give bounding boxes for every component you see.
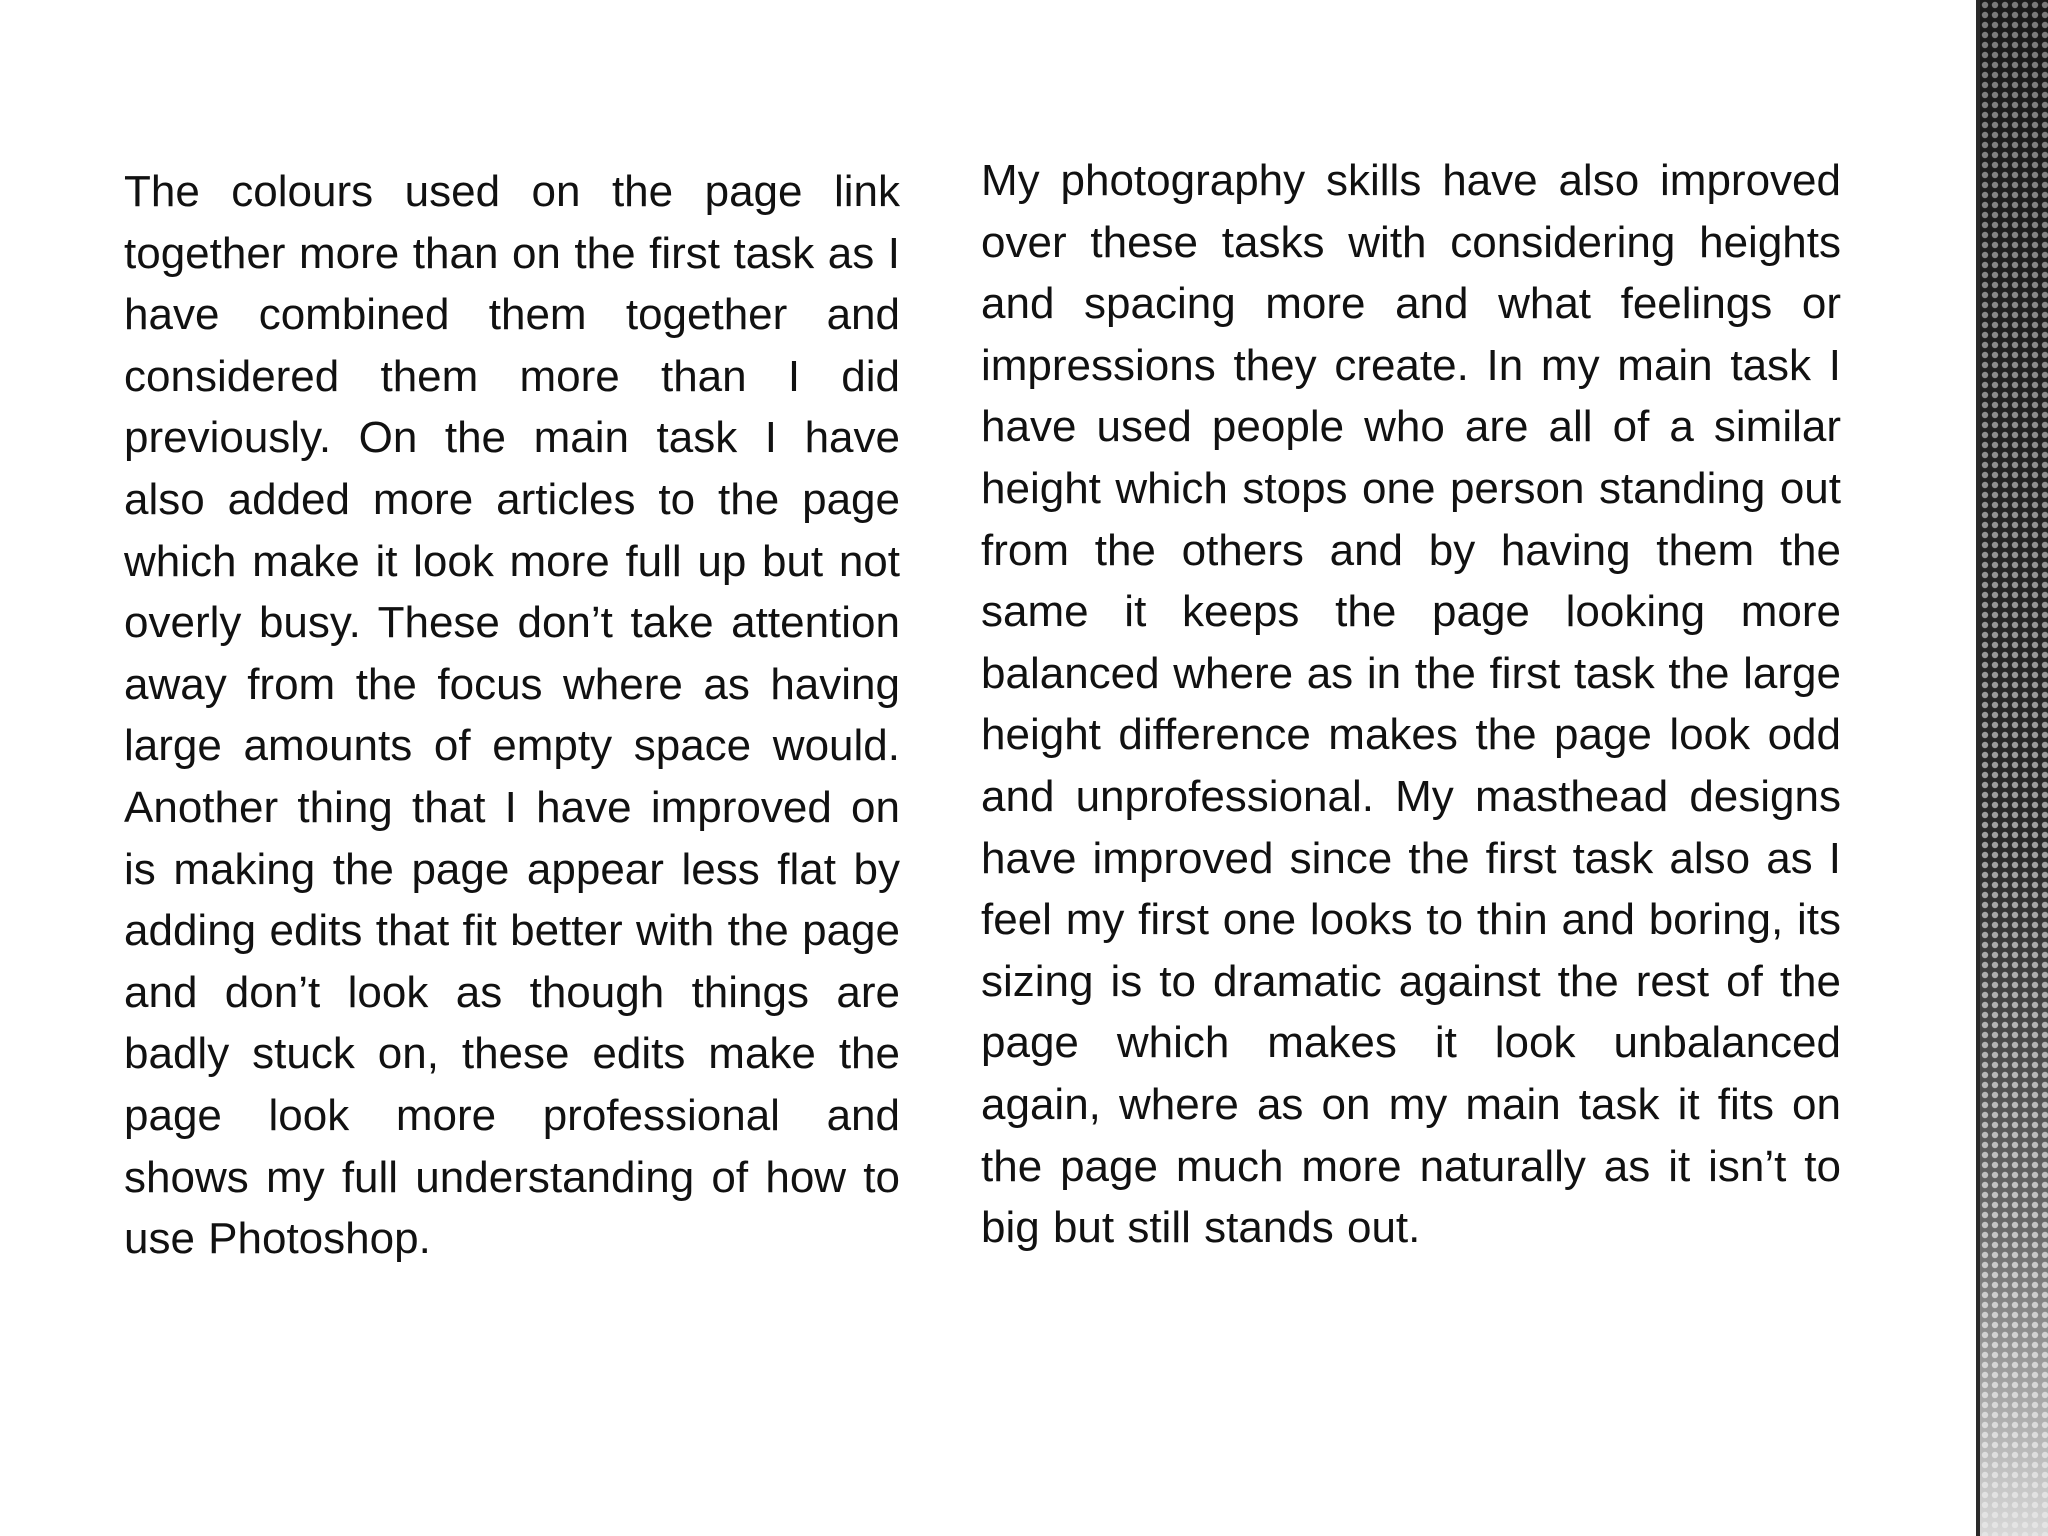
decorative-halftone-strip <box>1980 0 2048 1536</box>
right-paragraph: My photography skills have also improved over these tasks with considering heights and spacing more and what feelings or impressions they create. In my main task I have used people who are all of a similar height which stops one person standing out from the others and by having them the same it keeps the page looking more balanced where as in the first task the large height difference makes the page look odd and unprofessional. My masthead designs have improved since the first task also as I feel my first one looks to thin and boring, its sizing is to dramatic against the rest of the page which makes it look unbalanced again, where as on my main task it fits on the page much more naturally as it isn’t to big but still stands out. <box>981 156 1841 1253</box>
left-paragraph: The colours used on the page link together more than on the first task as I have combined them together and considered them more than I did previously. On the main task I have also added more articles to the page which make it look more full up but not overly busy. These don’t take attention away from the focus where as having large amounts of empty space would. Another thing that I have improved on is making the page appear less flat by adding edits that fit better with the page and don’t look as though things are badly stuck on, these edits make the page look more professional and shows my full understanding of how to use Photoshop. <box>124 167 900 1264</box>
